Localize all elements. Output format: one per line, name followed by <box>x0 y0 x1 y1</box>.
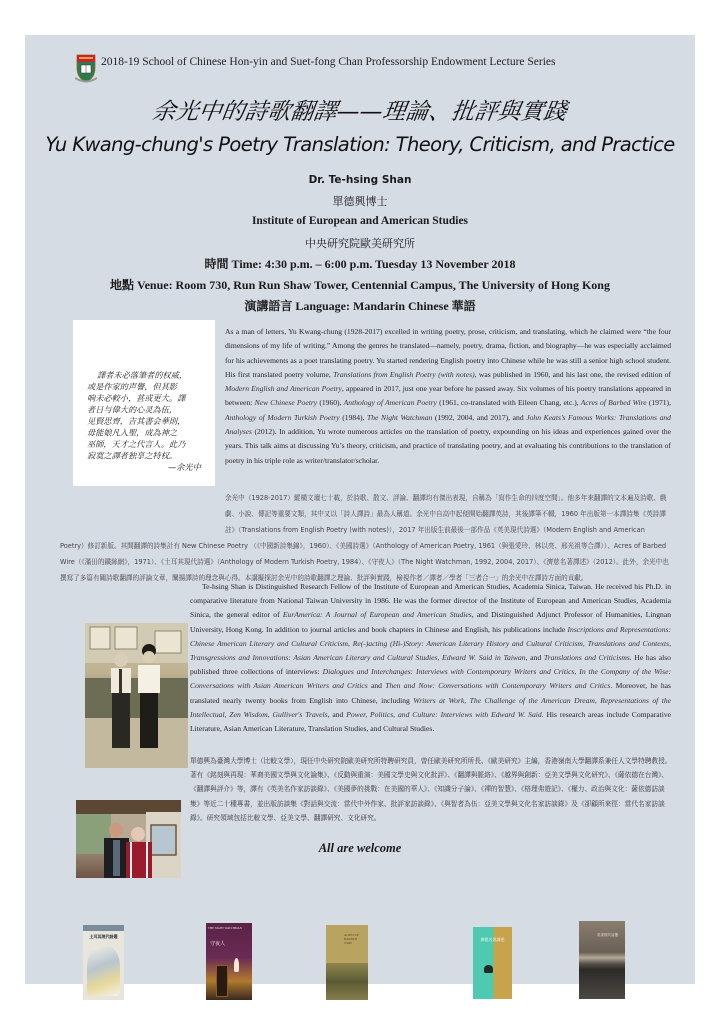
book-title: 英美現代詩選 <box>597 933 618 937</box>
hku-crest-icon <box>75 54 97 84</box>
book-title: 土耳其現代詩選 <box>89 934 118 939</box>
photo-shan-and-yu-recent <box>76 800 181 878</box>
svg-text:毋能娘凡入聖，成為神之: 毋能娘凡入聖，成為神之 <box>87 427 178 438</box>
speaker-name: Dr. Te-hsing Shan <box>308 174 412 186</box>
title-english: Yu Kwang-chung's Poetry Translation: Theory, Criticism, and Practice <box>45 133 675 156</box>
event-venue: 地點 Venue: Room 730, Run Run Shaw Tower, Centennial Campus, The University of Hong Kong <box>110 278 610 292</box>
event-language: 演講語言 Language: Mandarin Chinese 華語 <box>244 299 476 313</box>
abstract-chinese-text: 余光中（1928-2017）縱橫文壇七十載，於詩歌、散文、評論、翻譯均有傑出表現，自稱為「寫作生命的四度空間」。他多年來翻譯的文本遍及詩歌、戲劇、小說、傳記等重要文類，其中又以「詩人譯詩」最為人稱道。余光中自高中起便開始翻譯英詩，其後譯筆不輟，1960 年出版第一本譯詩集《英詩譯註》（Translations from English Poetry (with notes)），2017 年出版生前最後一部作品《英美現代詩選》（Modern English and American Poetry）修訂新版。其間翻譯的詩集計有 New Chinese Poetry （《中國新詩集錦》，1960）、《美國詩選》（Anthology of American Poetry, 1961（與張愛玲、林以亮、邢光祖等合譯））、Acres of Barbed Wire（《滿田的鐵絲網》，1971）、《土耳其現代詩選》（Anthology of Modern Turkish Poetry, 1984）、《守夜人》（The Night Watchman, 1992, 2004, 2017）、《濟慈名著譯述》（2012）。此外，余光中也撰寫了多篇有關詩歌翻譯的評論文章，闡揚譯詩的理念與心得。本講擬探討余光中的詩歌翻譯之理論、批評與實踐，檢視作者／譯者／學者「三者合一」的余光中在譯詩方面的貢獻。 <box>60 494 669 582</box>
book-cover-turkish-poetry <box>83 925 124 1000</box>
calligraphy-image <box>73 320 215 486</box>
speaker-bio-english-text: Te-hsing Shan is Distinguished Research Fellow of the Institute of European and American Studies, Academia Sinica, Taiwan. He received his Ph.D. in comparative literature from National Taiwan University in 1986. He was the former director of the Institute of European and American Studies, Academia Sinica, the general editor of EurAmerica: A Journal of European and American Studies, and Distinguished Adjunct Professor of Humanities, Lingnan University, Hong Kong. In addition to journal articles and book chapters in Chinese and English, his publications include Inscriptions and Representations: Chinese American Literary and Cultural Criticism, Re(-)acting (Hi-)Story: American Literary History and Cultural Criticism, Translations and Contexts, Transgressions and Innovations: Asian American Literary and Cultural Studies, Edward W. Said in Taiwan, and Translations and Criticisms. He has also published three collections of interviews: Dialogues and Interchanges: Interviews with Contemporary Writers and Critics, In the Company of the Wise: Conversations with Asian American Writers and Critics and Then and Now: Conversations with Contemporary Writers and Critics. Moreover, he has translated nearly twenty books from English into Chinese, including Writers at Work, The Challenge of the American Dream, Representations of the Intellectual, Zen Wisdom, Gulliver's Travels, and Power, Politics, and Culture: Interviews with Edward W. Said. His research areas include Comparative Literature, Asian American Literature, Translation Studies, and Cultural Studies. <box>190 582 672 734</box>
lecture-series-title: 2018-19 School of Chinese Hon-yin and Suet-fong Chan Professorship Endowment Lecture Series <box>101 56 556 68</box>
book-cover-keats-translations <box>473 927 512 999</box>
book-cover-modern-poetry <box>579 921 625 999</box>
svg-text:譯者未必落筆者的权威，: 譯者未必落筆者的权威， <box>97 370 188 380</box>
abstract-english: As a man of letters, Yu Kwang-chung (1928-2017) excelled in writing poetry, prose, criticism, and translating, which he claimed were “the four dimensions of my life of writing.” Among the genres he translated—namely, poetry, drama, fiction, and biography—he was especially acclaimed for his achievements as a poet translating poetry. Yu started rendering English poetry into Chinese while he was still a senior high school student. His first translated poetry volume, Translations from English Poetry (with notes), was published in 1960, and his last one, the revised edition of Modern English and American Poetry, appeared in 2017, just one year before he passed away. Six volumes of his poetry translations appeared in between: New Chinese Poetry (1960), Anthology of American Poetry (1961, co-translated with Eileen Chang, etc.), Acres of Barbed Wire (1971), Anthology of Modern Turkish Poetry (1984), The Night Watchman (1992, 2004, and 2017), and John Keats’s Famous Works: Translations and Analyses (2012). In addition, Yu wrote numerous articles on the translation of poetry, expounding on his ideas and experiences gained over the years. This talk aims at discussing Yu’s theory, criticism, and practice of translating poetry, and at evaluating his contributions to the translation of poetry in his triple role as writer/translator/scholar. <box>225 327 671 465</box>
lecture-poster <box>25 35 695 984</box>
book-title: 守夜人 <box>210 941 226 947</box>
abstract-chinese <box>60 490 671 586</box>
speaker-institute: Institute of European and American Studies <box>251 215 469 227</box>
svg-text:寂寞之譯者独享之特权。: 寂寞之譯者独享之特权。 <box>87 450 178 461</box>
svg-text:响未必較小，甚或更大。譯: 响未必較小，甚或更大。譯 <box>87 393 186 403</box>
book-subtitle: THE NIGHT WATCHMAN <box>208 926 242 930</box>
speaker-bio-english <box>190 580 671 736</box>
svg-text:巫師，天才之代言人。此乃: 巫師，天才之代言人。此乃 <box>87 439 186 449</box>
speaker-name-chinese: 單德興博士 <box>332 195 388 208</box>
svg-text:—余光中: —余光中 <box>168 462 201 472</box>
svg-text:者日与偉大的心灵為伍，: 者日与偉大的心灵為伍， <box>87 404 178 415</box>
book-title: ACRES OF BARBED WIRE <box>344 933 360 945</box>
book-cover-acres-of-barbed-wire <box>326 925 368 1000</box>
event-time: 時間 Time: 4:30 p.m. – 6:00 p.m. Tuesday 13 November 2018 <box>204 257 516 271</box>
speaker-institute-chinese: 中央研究院歐美研究所 <box>305 237 415 250</box>
svg-text:见賢思齊，吉其書会華則，: 见賢思齊，吉其書会華則， <box>87 416 186 426</box>
book-cover-night-watchman <box>206 923 252 1000</box>
title-chinese: 余光中的詩歌翻譯——理論、批評與實踐 <box>150 99 569 125</box>
photo-shan-and-yu-vintage <box>85 623 188 768</box>
speaker-bio-chinese: 單德興為臺灣大學博士（比較文學），現任中央研究院歐美研究所特聘研究員，曾任歐美研究所所長、《歐美研究》主編，香港嶺南大學翻譯系兼任人文學特聘教授。著有《銘刻與再現：華裔美國文學與文化論集》、《反動與重演：美國文學史與文化批評》、《翻譯與脈絡》、《越界與創新：亞美文學與文化研究》、《薩依德在台灣》、《翻譯與評介》等，譯有《英美名作家訪談錄》、《美國夢的挑戰：在美國的華人》、《知識分子論》、《禪的智慧》、《格理弗遊記》、《權力、政治與文化：薩依德訪談集》等近二十種專書，並出版訪談集《對話與交流：當代中外作家、批評家訪談錄》、《與智者為伍：亞美文學與文化名家訪談錄》及《卻顧所來徑：當代名家訪談錄》。研究領域包括比較文學、亞美文學、翻譯研究、文化研究。 <box>190 757 672 822</box>
all-are-welcome: All are welcome <box>318 841 402 855</box>
svg-text:或是作家的声譽，但其影: 或是作家的声譽，但其影 <box>87 381 178 392</box>
book-title: 濟慈名著譯述 <box>480 937 505 942</box>
